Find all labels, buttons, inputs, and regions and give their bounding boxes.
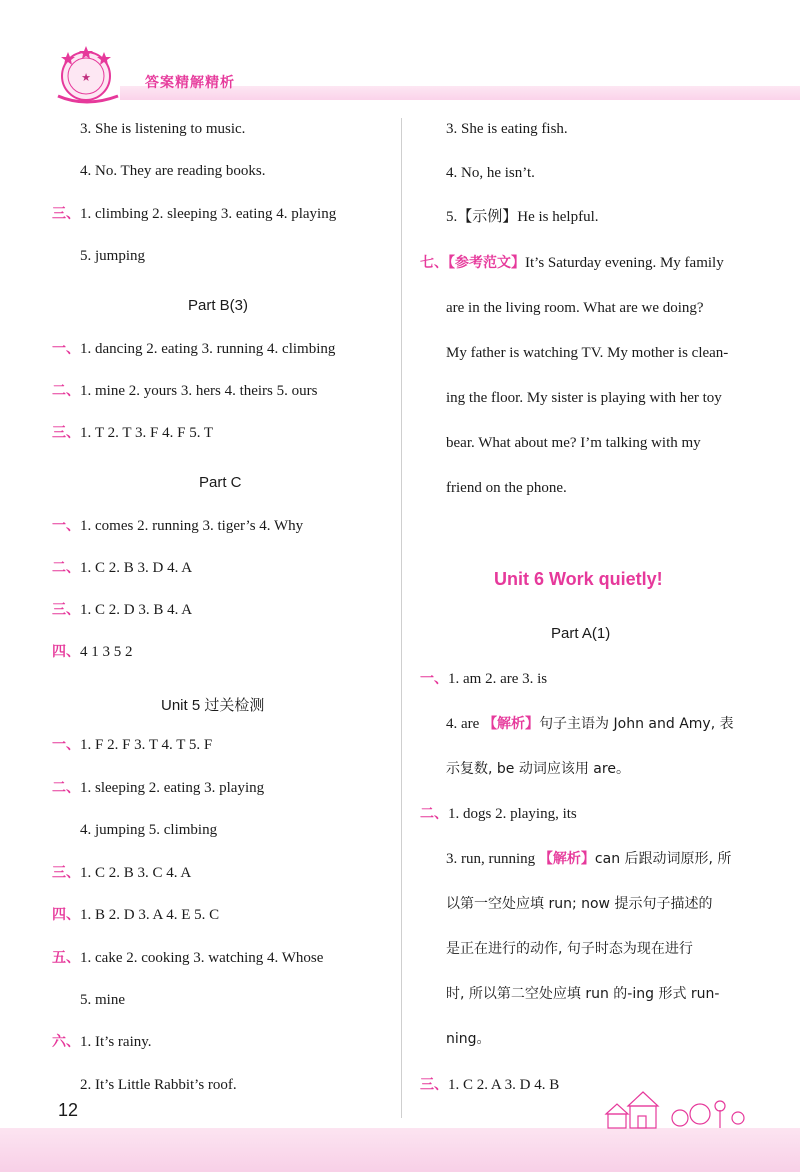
section-marker: 七、: [420, 255, 448, 271]
answer-text: 1. mine 2. yours 3. hers 4. theirs 5. ours: [80, 383, 318, 399]
answer-row: [420, 670, 547, 688]
answer-row: [52, 949, 323, 967]
answer-row: [52, 517, 303, 535]
answer-text: 4 1 3 5 2: [80, 644, 133, 660]
answer-row: [52, 906, 219, 924]
answer-line: 4. No, he isn’t.: [446, 165, 535, 181]
answer-text: 1. B 2. D 3. A 4. E 5. C: [80, 907, 220, 923]
answer-line: 5. jumping: [80, 248, 146, 264]
answer-row: [52, 1033, 152, 1051]
answer-row: [52, 559, 192, 577]
answer-text: 1. F 2. F 3. T 4. T 5. F: [80, 737, 213, 753]
answer-row: [52, 736, 212, 754]
answer-row: [52, 340, 335, 358]
answer-text: 1. T 2. T 3. F 4. F 5. T: [80, 425, 214, 441]
analysis-text: 以第一空处应填 run; now 提示句子描述的: [446, 896, 713, 912]
section-marker: 一、: [52, 341, 80, 357]
section-marker: 二、: [52, 560, 80, 576]
footer-band: [0, 1128, 800, 1172]
answer-text: 1. comes 2. running 3. tiger’s 4. Why: [80, 518, 304, 534]
analysis-text: 是正在进行的动作, 句子时态为现在进行: [446, 941, 693, 957]
answer-row: [446, 850, 731, 868]
essay-line: are in the living room. What are we doing?: [446, 300, 704, 316]
section-heading: Part C: [199, 474, 242, 491]
answer-row: [52, 424, 213, 442]
section-marker: 三、: [52, 206, 80, 222]
section-marker: 三、: [52, 865, 80, 881]
essay-line: bear. What about me? I’m talking with my: [446, 435, 701, 451]
section-marker: 二、: [420, 806, 448, 822]
answer-text: 1. am 2. are 3. is: [448, 671, 548, 687]
section-marker: 一、: [52, 737, 80, 753]
analysis-tag: 【解析】: [538, 851, 595, 867]
answer-text: 1. dogs 2. playing, its: [448, 806, 577, 822]
answer-row: [420, 805, 577, 823]
answer-text: 1. C 2. D 3. B 4. A: [80, 602, 193, 618]
answer-row: [446, 715, 734, 733]
answer-row: [420, 1076, 559, 1094]
essay-line: friend on the phone.: [446, 480, 567, 496]
section-marker: 一、: [420, 671, 448, 687]
answer-text: 1. sleeping 2. eating 3. playing: [80, 780, 265, 796]
answer-line: 4. jumping 5. climbing: [80, 822, 218, 838]
section-marker: 二、: [52, 383, 80, 399]
header-title: 答案精解精析: [145, 75, 235, 91]
unit-title: Unit 6 Work quietly!: [494, 569, 663, 589]
section-marker: 四、: [52, 907, 80, 923]
answer-row: [52, 382, 317, 400]
answer-line: 4. No. They are reading books.: [80, 163, 266, 179]
essay-line: ing the floor. My sister is playing with her toy: [446, 390, 722, 406]
answer-line: 3. She is listening to music.: [80, 121, 246, 137]
svg-text:★: ★: [81, 71, 91, 84]
answer-text: 1. dancing 2. eating 3. running 4. climbing: [80, 341, 336, 357]
answer-text: He is helpful.: [517, 209, 599, 225]
analysis-text: 示复数, be 动词应该用 are。: [446, 761, 630, 777]
section-marker: 一、: [52, 518, 80, 534]
section-marker: 二、: [52, 780, 80, 796]
essay-line: It’s Saturday evening. My family: [525, 255, 724, 271]
answer-text: 1. C 2. B 3. D 4. A: [80, 560, 193, 576]
section-marker: 四、: [52, 644, 80, 660]
answer-line: 2. It’s Little Rabbit’s roof.: [80, 1077, 237, 1093]
answer-text: 4. are: [446, 716, 484, 732]
column-divider: [401, 118, 402, 1118]
answer-row: [52, 779, 264, 797]
reference-tag: 【参考范文】: [448, 255, 525, 271]
analysis-text: can 后跟动词原形, 所: [594, 851, 732, 867]
section-heading: Part A(1): [551, 625, 611, 642]
section-marker: 六、: [52, 1034, 80, 1050]
answer-row: [446, 208, 599, 226]
page-number: 12: [58, 1100, 79, 1120]
answer-row: [52, 643, 133, 661]
analysis-text: ning。: [446, 1031, 491, 1047]
section-marker: 五、: [52, 950, 80, 966]
essay-line: My father is watching TV. My mother is clean-: [446, 345, 729, 361]
publisher-logo-icon: [48, 44, 130, 106]
answer-row: [52, 205, 336, 223]
answer-row: [52, 601, 192, 619]
analysis-text: 句子主语为 John and Amy, 表: [539, 716, 734, 732]
castle-doodle-icon: [600, 1088, 750, 1130]
answer-line: 3. She is eating fish.: [446, 121, 568, 137]
section-heading: Part B(3): [188, 297, 249, 314]
answer-text: 1. cake 2. cooking 3. watching 4. Whose: [80, 950, 324, 966]
answer-text: 1. C 2. B 3. C 4. A: [80, 865, 192, 881]
answer-text: 3. run, running: [446, 851, 539, 867]
section-heading: Unit 5 过关检测: [161, 697, 265, 714]
sample-tag: 5.【示例】: [446, 209, 518, 225]
section-marker: 三、: [52, 602, 80, 618]
answer-text: 1. C 2. A 3. D 4. B: [448, 1077, 560, 1093]
answer-line: 5. mine: [80, 992, 125, 1008]
analysis-tag: 【解析】: [483, 716, 540, 732]
answer-text: 1. climbing 2. sleeping 3. eating 4. playing: [80, 206, 337, 222]
answer-text: 1. It’s rainy.: [80, 1034, 152, 1050]
section-marker: 三、: [52, 425, 80, 441]
section-marker: 三、: [420, 1077, 448, 1093]
analysis-text: 时, 所以第二空处应填 run 的-ing 形式 run-: [446, 986, 720, 1002]
answer-row: [52, 864, 191, 882]
answer-row: [420, 254, 724, 272]
